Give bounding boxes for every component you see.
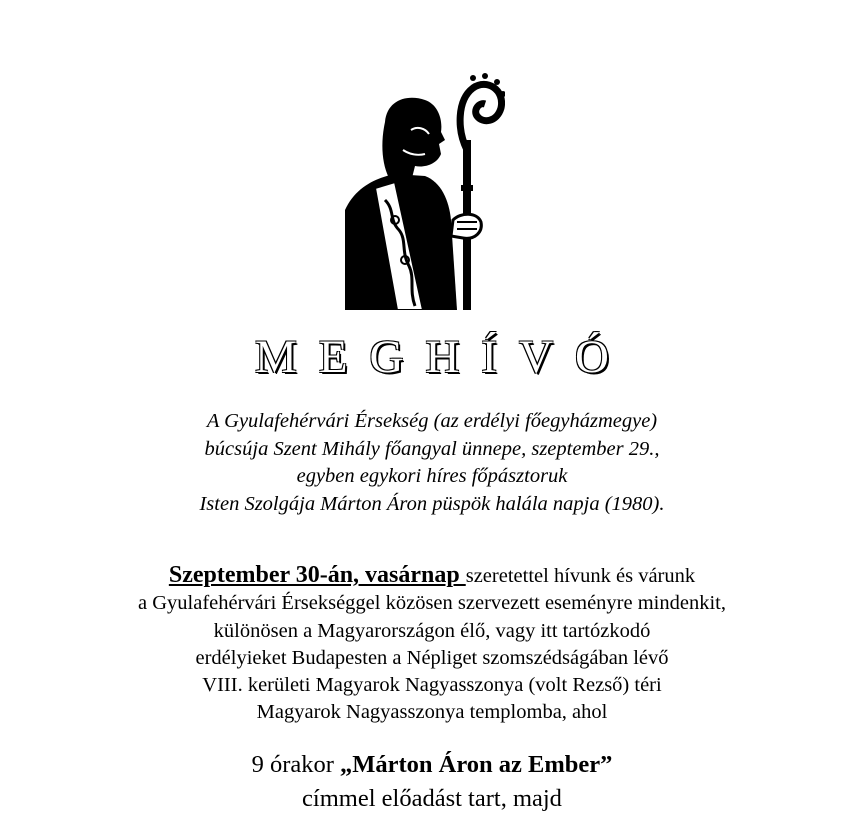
program-line [0, 748, 864, 782]
intro-line: A Gyulafehérvári Érsekség (az erdélyi főegyházmegye) [206, 410, 658, 432]
body-line: VIII. kerületi Magyarok Nagyasszonya (volt Rezső) téri [202, 674, 662, 697]
body-line: Magyarok Nagyasszonya templomba, ahol [256, 701, 608, 724]
body-line-rest: szeretettel hívunk és várunk [465, 565, 696, 587]
body-line: a Gyulafehérvári Érsekséggel közösen szervezett eseményre mindenkit, [138, 592, 726, 615]
body-line [0, 562, 864, 590]
intro-line: egyben egykori híres főpásztoruk [296, 465, 568, 487]
talk-title: „Márton Áron az Ember” [340, 751, 613, 778]
event-date: Szeptember 30-án, vasárnap [168, 562, 466, 588]
body-line: különösen a Magyarországon élő, vagy itt tartózkodó [213, 619, 651, 642]
body-line: erdélyieket Budapesten a Népliget szomszédságában lévő [195, 646, 669, 669]
invitation-body [0, 562, 864, 727]
program-time: 9 órakor [251, 751, 341, 778]
program-line: címmel előadást tart, majd [302, 785, 562, 812]
bishop-portrait-illustration [345, 70, 505, 310]
intro-paragraph [0, 408, 864, 518]
program-section [0, 748, 864, 816]
page-title: MEGHÍVÓ [255, 331, 631, 383]
intro-line: búcsúja Szent Mihály főangyal ünnepe, szeptember 29., [204, 437, 660, 460]
intro-line: Isten Szolgája Márton Áron püspök halála napja (1980). [199, 492, 665, 515]
